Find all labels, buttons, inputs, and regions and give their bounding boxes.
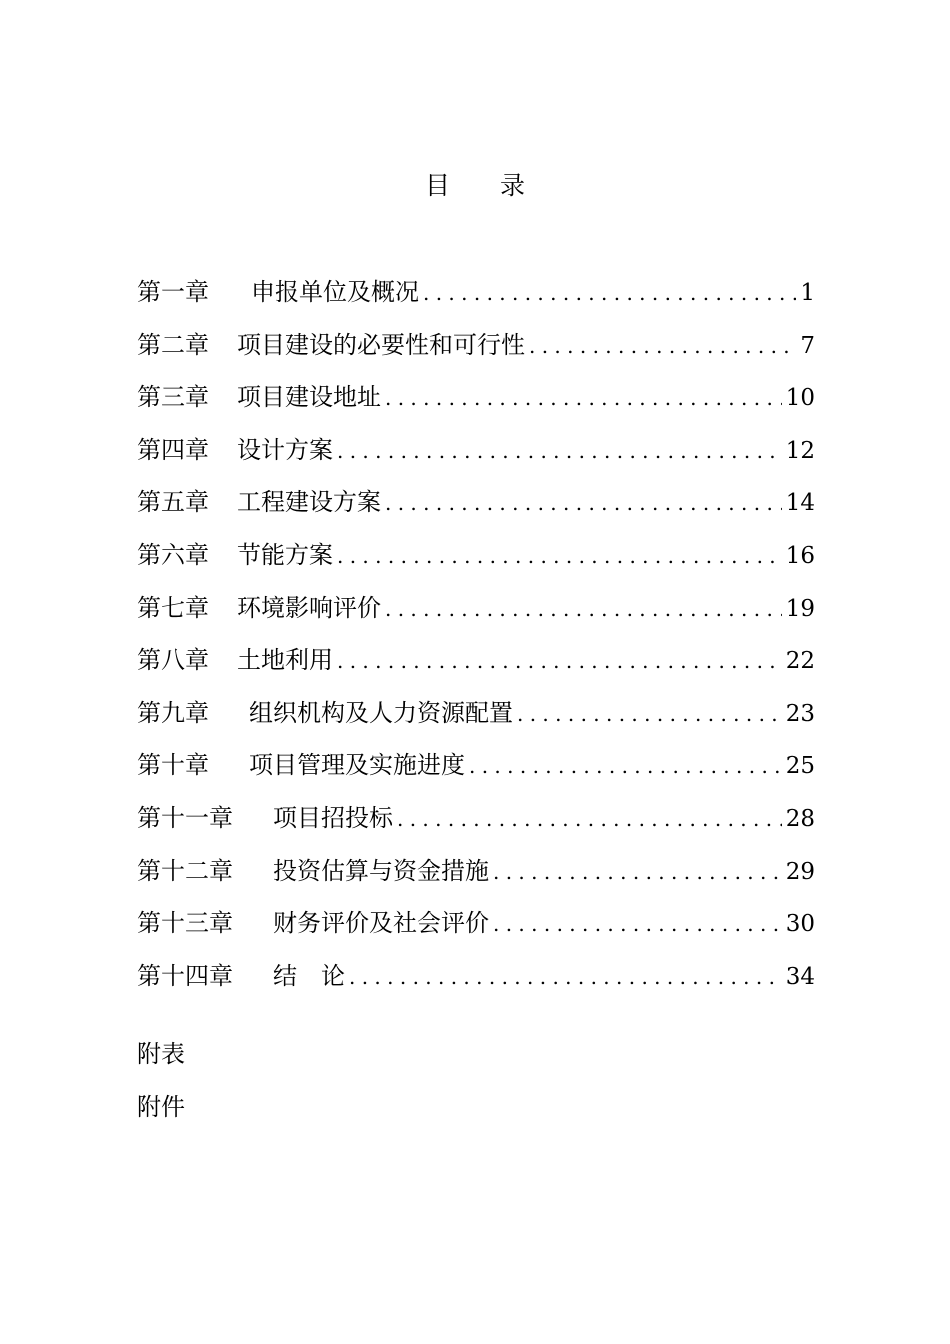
toc-title: 目 录	[424, 171, 525, 200]
toc-leader-dots	[397, 799, 782, 839]
toc-chapter-number: 第十二章	[137, 856, 233, 885]
toc-page-number: 10	[785, 385, 815, 412]
toc-chapter-title: 项目建设地址	[237, 383, 381, 412]
toc-leader-dots	[493, 904, 782, 944]
toc-leader-dots	[385, 378, 782, 418]
toc-page-number: 14	[785, 490, 815, 517]
toc-chapter-title: 投资估算与资金措施	[273, 856, 489, 885]
toc-entry[interactable]	[137, 535, 815, 588]
toc-chapter-title: 项目招投标	[273, 803, 393, 832]
toc-chapter-number: 第三章	[137, 383, 209, 412]
toc-leader-dots	[423, 273, 796, 313]
toc-chapter-number: 第四章	[137, 435, 209, 464]
toc-leader-dots	[349, 957, 782, 997]
toc-chapter-title: 结 论	[273, 961, 345, 990]
toc-entry[interactable]	[137, 851, 815, 904]
toc-page-number: 19	[785, 595, 815, 622]
toc-chapter-number: 第十三章	[137, 909, 233, 938]
toc-chapter-title: 环境影响评价	[237, 593, 381, 622]
toc-page-number: 12	[785, 437, 815, 464]
toc-entry[interactable]	[137, 693, 815, 746]
toc-entry[interactable]	[137, 640, 815, 693]
toc-chapter-title: 财务评价及社会评价	[273, 909, 489, 938]
toc-entry[interactable]	[137, 430, 815, 483]
toc-page-number: 1	[800, 280, 815, 306]
toc-entry[interactable]	[137, 798, 815, 851]
toc-leader-dots	[469, 746, 782, 786]
toc-page-number: 16	[785, 542, 815, 569]
toc-chapter-number: 第二章	[137, 330, 209, 359]
toc-leader-dots	[385, 589, 782, 629]
toc-page-number: 30	[785, 911, 815, 938]
appendix-attachments[interactable]: 附件	[137, 1093, 185, 1121]
appendix-tables[interactable]: 附表	[137, 1040, 185, 1068]
toc-entry[interactable]	[137, 745, 815, 798]
toc-chapter-title: 设计方案	[237, 435, 333, 464]
toc-leader-dots	[337, 641, 782, 681]
toc-leader-dots	[493, 852, 782, 892]
toc-entry[interactable]	[137, 272, 815, 325]
toc-page-number: 29	[785, 858, 815, 885]
toc-chapter-number: 第六章	[137, 540, 209, 569]
toc-leader-dots	[337, 431, 782, 471]
toc-chapter-number: 第十四章	[137, 961, 233, 990]
toc-entry[interactable]	[137, 325, 815, 378]
toc-entry[interactable]	[137, 903, 815, 956]
toc-chapter-title: 工程建设方案	[237, 488, 381, 517]
toc-entry[interactable]	[137, 588, 815, 641]
toc-chapter-number: 第五章	[137, 488, 209, 517]
toc-entry[interactable]	[137, 482, 815, 535]
toc-chapter-number: 第十章	[137, 751, 209, 780]
toc-entry[interactable]	[137, 956, 815, 1009]
toc-leader-dots	[385, 483, 782, 523]
toc-chapter-title: 节能方案	[237, 540, 333, 569]
toc-chapter-title: 项目建设的必要性和可行性	[237, 330, 525, 359]
toc-leader-dots	[529, 326, 796, 366]
toc-chapter-number: 第十一章	[137, 803, 233, 832]
toc-chapter-number: 第八章	[137, 646, 209, 675]
toc-chapter-number: 第七章	[137, 593, 209, 622]
toc-page-number: 34	[785, 963, 815, 990]
toc-chapter-number: 第九章	[137, 698, 209, 727]
toc-chapter-title: 组织机构及人力资源配置	[249, 698, 513, 727]
toc-chapter-title: 土地利用	[237, 646, 333, 675]
toc-chapter-title: 项目管理及实施进度	[249, 751, 465, 780]
toc-page-number: 28	[785, 805, 815, 832]
table-of-contents	[137, 272, 815, 1008]
toc-page-number: 22	[785, 648, 815, 675]
toc-page-number: 25	[785, 753, 815, 780]
toc-chapter-number: 第一章	[137, 278, 209, 306]
toc-page-number: 7	[800, 332, 815, 359]
toc-chapter-title: 申报单位及概况	[251, 278, 419, 306]
toc-leader-dots	[337, 536, 782, 576]
toc-leader-dots	[517, 694, 782, 734]
toc-page-number: 23	[785, 700, 815, 727]
toc-entry[interactable]	[137, 377, 815, 430]
